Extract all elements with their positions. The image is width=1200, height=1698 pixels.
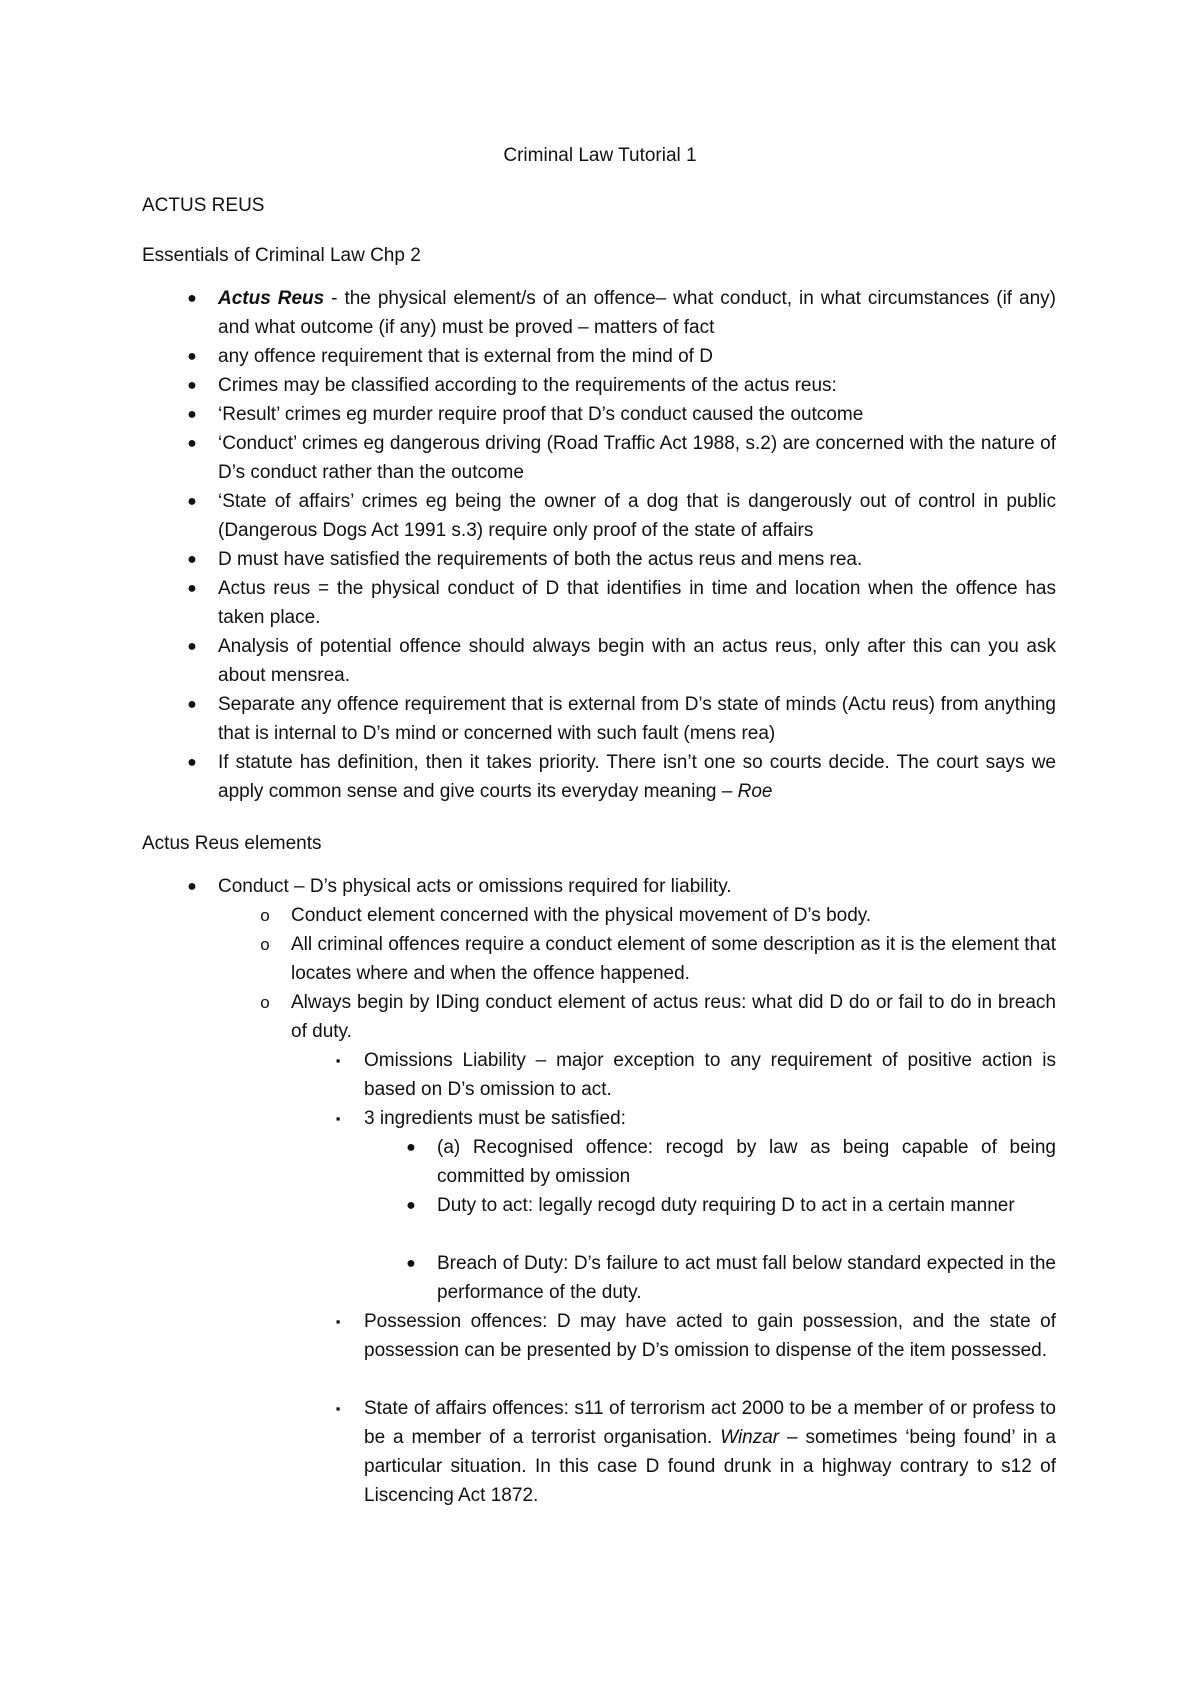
list-item-text: All criminal offences require a conduct element of some description as it is the element that locates where and when the offence happened. — [291, 934, 1056, 984]
list-item — [187, 429, 1056, 487]
list-item — [187, 574, 1056, 632]
list-item-text-rest: – sometimes ‘being found’ in a particular situation. In this case D found drunk in a highway contrary to s12 of Liscencing Act 1872. — [364, 1427, 1056, 1506]
list-item — [187, 545, 1056, 574]
list-item — [260, 901, 1056, 930]
bullet-icon: ● — [187, 580, 197, 597]
case-name-winzar: Winzar — [720, 1427, 780, 1448]
bullet-icon: ● — [187, 754, 197, 771]
list-item — [187, 690, 1056, 748]
circle-bullet-icon: o — [260, 935, 270, 954]
list-item-text: Possession offences: D may have acted to gain possession, and the state of possession can be presented by D’s omission to dispense of the item possessed. — [364, 1311, 1056, 1361]
list-item — [187, 371, 1056, 400]
square-bullet-icon: ▪ — [335, 1401, 341, 1416]
term-actus-reus: Actus Reus — [218, 288, 325, 309]
bullet-icon: ● — [406, 1197, 416, 1214]
list-item-text: Conduct – D’s physical acts or omissions required for liability. — [218, 876, 732, 897]
bullet-icon: ● — [187, 878, 197, 895]
bullet-icon: ● — [187, 406, 197, 423]
list-item-text: Actus reus = the physical conduct of D that identifies in time and location when the offence has taken place. — [218, 578, 1056, 628]
bullet-icon: ● — [187, 290, 197, 307]
list-item-text: Duty to act: legally recogd duty requiring D to act in a certain manner — [437, 1195, 1015, 1216]
case-name-roe: Roe — [737, 781, 773, 802]
list-item — [187, 748, 1056, 806]
list-item-text: D must have satisfied the requirements of both the actus reus and mens rea. — [218, 549, 863, 570]
list-item — [335, 1046, 1056, 1104]
list-item — [260, 930, 1056, 988]
bullet-icon: ● — [187, 348, 197, 365]
list-item-text: If statute has definition, then it takes priority. There isn’t one so courts decide. The court says we apply common sense and give courts its everyday meaning – — [218, 752, 1056, 802]
list-item-text: Separate any offence requirement that is external from D’s state of minds (Actu reus) from anything that is internal to D’s mind or concerned with such fault (mens rea) — [218, 694, 1056, 744]
list-item-text: Conduct element concerned with the physical movement of D’s body. — [291, 905, 872, 926]
bullet-icon: ● — [187, 551, 197, 568]
heading-actus-reus-elements: Actus Reus elements — [142, 833, 322, 854]
list-item — [187, 342, 1056, 371]
heading-essentials: Essentials of Criminal Law Chp 2 — [142, 245, 421, 266]
bullet-icon: ● — [187, 638, 197, 655]
list-item-text: ‘Result’ crimes eg murder require proof that D’s conduct caused the outcome — [218, 404, 864, 425]
circle-bullet-icon: o — [260, 906, 270, 925]
square-bullet-icon: ▪ — [335, 1314, 341, 1329]
list-item — [187, 400, 1056, 429]
bullet-icon: ● — [187, 377, 197, 394]
square-bullet-icon: ▪ — [335, 1111, 341, 1126]
list-item — [187, 632, 1056, 690]
list-item-text: any offence requirement that is external from the mind of D — [218, 346, 713, 367]
list-item — [406, 1191, 1056, 1220]
list-item — [335, 1394, 1056, 1510]
list-item-text: (a) Recognised offence: recogd by law as being capable of being committed by omission — [437, 1137, 1056, 1187]
list-item-text: State of affairs offences: s11 of terrorism act 2000 to be a member of or profess to be a member of a terrorist organisation. — [364, 1398, 1056, 1448]
list-item-text: Always begin by IDing conduct element of actus reus: what did D do or fail to do in breach of duty. — [291, 992, 1056, 1042]
list-item-text: ‘Conduct’ crimes eg dangerous driving (Road Traffic Act 1988, s.2) are concerned with the nature of D’s conduct rather than the outcome — [218, 433, 1056, 483]
bullet-icon: ● — [406, 1139, 416, 1156]
list-item — [406, 1249, 1056, 1307]
list-item — [406, 1133, 1056, 1191]
list-item — [187, 487, 1056, 545]
list-item-text: ‘State of affairs’ crimes eg being the owner of a dog that is dangerously out of control in public (Dangerous Dogs Act 1991 s.3) require only proof of the state of affairs — [218, 491, 1056, 541]
bullet-icon: ● — [406, 1255, 416, 1272]
list-item-text: Crimes may be classified according to the requirements of the actus reus: — [218, 375, 837, 396]
list-item-text: Omissions Liability – major exception to any requirement of positive action is based on D’s omission to act. — [364, 1050, 1056, 1100]
list-item — [187, 872, 1056, 901]
list-item-text: 3 ingredients must be satisfied: — [364, 1108, 626, 1129]
list-item — [260, 988, 1056, 1046]
heading-actus-reus: ACTUS REUS — [142, 195, 265, 216]
circle-bullet-icon: o — [260, 993, 270, 1012]
square-bullet-icon: ▪ — [335, 1053, 341, 1068]
bullet-icon: ● — [187, 493, 197, 510]
list-item-text: Breach of Duty: D’s failure to act must fall below standard expected in the performance of the duty. — [437, 1253, 1056, 1303]
list-item-text: Analysis of potential offence should always begin with an actus reus, only after this can you ask about mensrea. — [218, 636, 1056, 686]
list-item-text: - the physical element/s of an offence– what conduct, in what circumstances (if any) and what outcome (if any) must be proved – matters of fact — [218, 288, 1057, 338]
document-title: Criminal Law Tutorial 1 — [503, 145, 697, 166]
bullet-icon: ● — [187, 435, 197, 452]
bullet-icon: ● — [187, 696, 197, 713]
list-item — [187, 284, 1057, 342]
list-item — [335, 1307, 1056, 1365]
list-item — [335, 1104, 1056, 1133]
